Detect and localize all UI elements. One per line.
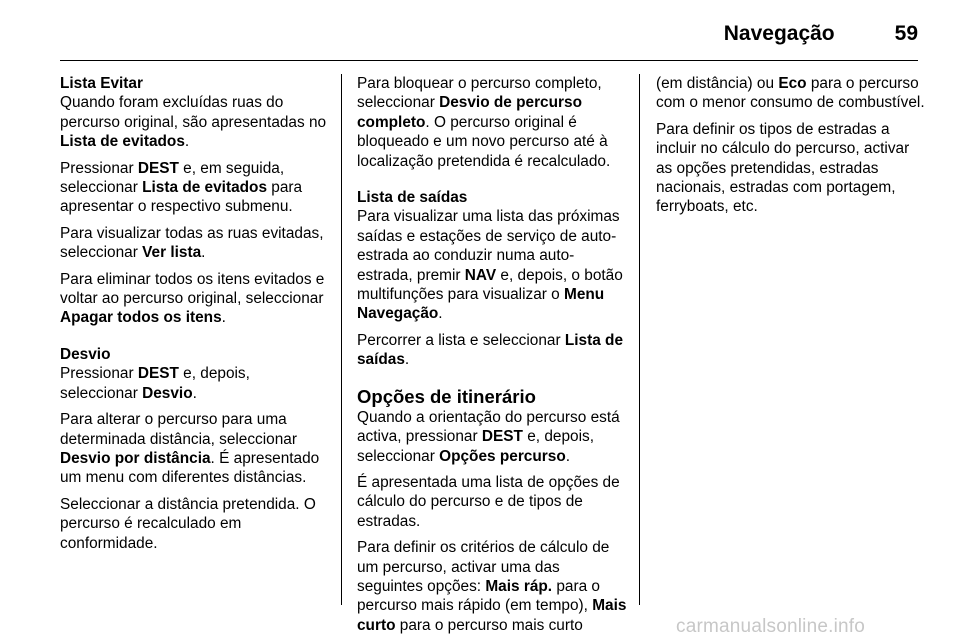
keyword: Lista de saídas: [357, 331, 624, 369]
keyword: DEST: [137, 365, 179, 383]
subheading-lista-saidas: Lista de saídas: [357, 189, 468, 207]
keyword: NAV: [464, 266, 497, 284]
text: Quando foram excluídas ruas do percurso original, são apresentadas no: [60, 94, 327, 131]
text: .: [201, 244, 206, 262]
text: Pressionar: [60, 365, 138, 383]
text: Para definir os critérios de cálculo de um percurso, activar uma das seguintes opções:: [357, 539, 610, 595]
text: Percorrer a lista e seleccionar: [357, 331, 565, 349]
column-divider: [341, 74, 342, 605]
column-divider: [639, 74, 640, 605]
paragraph: [357, 538, 627, 635]
keyword: Lista de evitados: [142, 179, 268, 197]
paragraph: [60, 224, 330, 263]
watermark-text: carmanualsonline.info: [676, 616, 866, 637]
text: e, em seguida, seleccionar: [60, 159, 285, 197]
section-desvio: [60, 345, 330, 403]
page-title: Navegação: [723, 22, 835, 45]
text: Para bloquear o percurso completo, seleccionar: [357, 75, 602, 112]
text: Quando a orientação do percurso está activa, pressionar: [357, 408, 620, 446]
paragraph: [60, 410, 330, 488]
column-3: [656, 74, 926, 224]
text: e, depois, seleccionar: [357, 428, 594, 465]
keyword: Apagar todos os itens: [60, 309, 222, 327]
header-rule: [60, 60, 918, 61]
text: . É apresentado um menu com diferentes distâncias.: [60, 449, 320, 487]
keyword: DEST: [137, 159, 179, 177]
section-lista-saidas: [357, 188, 627, 324]
text: para o percurso com o menor consumo de combustível.: [656, 75, 925, 112]
keyword: Desvio por distância: [60, 449, 211, 467]
text: Para alterar o percurso para uma determinada distância, seleccionar: [60, 411, 297, 448]
column-2: [357, 74, 627, 642]
keyword: Desvio: [142, 384, 193, 402]
keyword: Lista de evitados: [60, 133, 185, 151]
text: .: [192, 384, 197, 402]
keyword: Mais curto: [357, 597, 627, 634]
section-opcoes-itinerario: [357, 386, 627, 466]
text: .: [404, 351, 410, 369]
text: para o percurso mais rápido (em tempo),: [357, 577, 600, 615]
text: e, depois, o botão multifunções para visualizar o: [357, 266, 623, 304]
text: Para visualizar uma lista das próximas saídas e estações de serviço de auto-estrada ao conduzir numa auto-estrada, premir: [357, 208, 620, 284]
subheading-lista-evitar: Lista Evitar: [60, 75, 143, 92]
text: Para visualizar todas as ruas evitadas, seleccionar: [60, 224, 324, 262]
keyword: Eco: [778, 75, 807, 92]
keyword: DEST: [481, 428, 523, 446]
text: .: [565, 447, 570, 465]
text: e, depois, seleccionar: [60, 365, 250, 402]
text: .: [438, 305, 443, 323]
keyword: Menu Navegação: [357, 286, 605, 323]
subheading-desvio: Desvio: [60, 345, 111, 363]
keyword: Opções percurso: [439, 447, 566, 465]
paragraph: [357, 331, 627, 370]
paragraph: Seleccionar a distância pretendida. O percurso é recalculado em conformidade.: [60, 495, 316, 552]
paragraph: É apresentada uma lista de opções de cálculo do percurso e de tipos de estradas.: [357, 473, 620, 530]
text: para apresentar o respectivo submenu.: [60, 179, 303, 216]
paragraph: [357, 74, 627, 171]
text: Para eliminar todos os itens evitados e voltar ao percurso original, seleccionar: [60, 270, 325, 308]
page-header: [0, 14, 918, 54]
text: (em distância) ou: [656, 75, 779, 92]
paragraph: Para definir os tipos de estradas a incluir no cálculo do percurso, activar as opções pretendidas, estradas nacionais, estradas com portagem, ferryboats, etc.: [656, 120, 910, 216]
text: para o percurso mais curto: [395, 616, 583, 634]
section-lista-evitar: [60, 74, 330, 152]
paragraph: [60, 159, 330, 217]
paragraph: [60, 270, 330, 328]
page-number: 59: [894, 22, 918, 45]
keyword: Ver lista: [142, 244, 202, 262]
paragraph: [656, 74, 926, 113]
column-1: [60, 74, 330, 560]
keyword: Mais ráp.: [485, 577, 553, 595]
heading-opcoes-itinerario: Opções de itinerário: [357, 385, 536, 407]
text: Pressionar: [60, 159, 138, 177]
keyword: Desvio de percurso completo: [357, 94, 582, 131]
text: .: [184, 133, 190, 151]
text: .: [221, 309, 226, 327]
text: . O percurso original é bloqueado e um novo percurso até à localização pretendida é recalculado.: [357, 113, 611, 170]
